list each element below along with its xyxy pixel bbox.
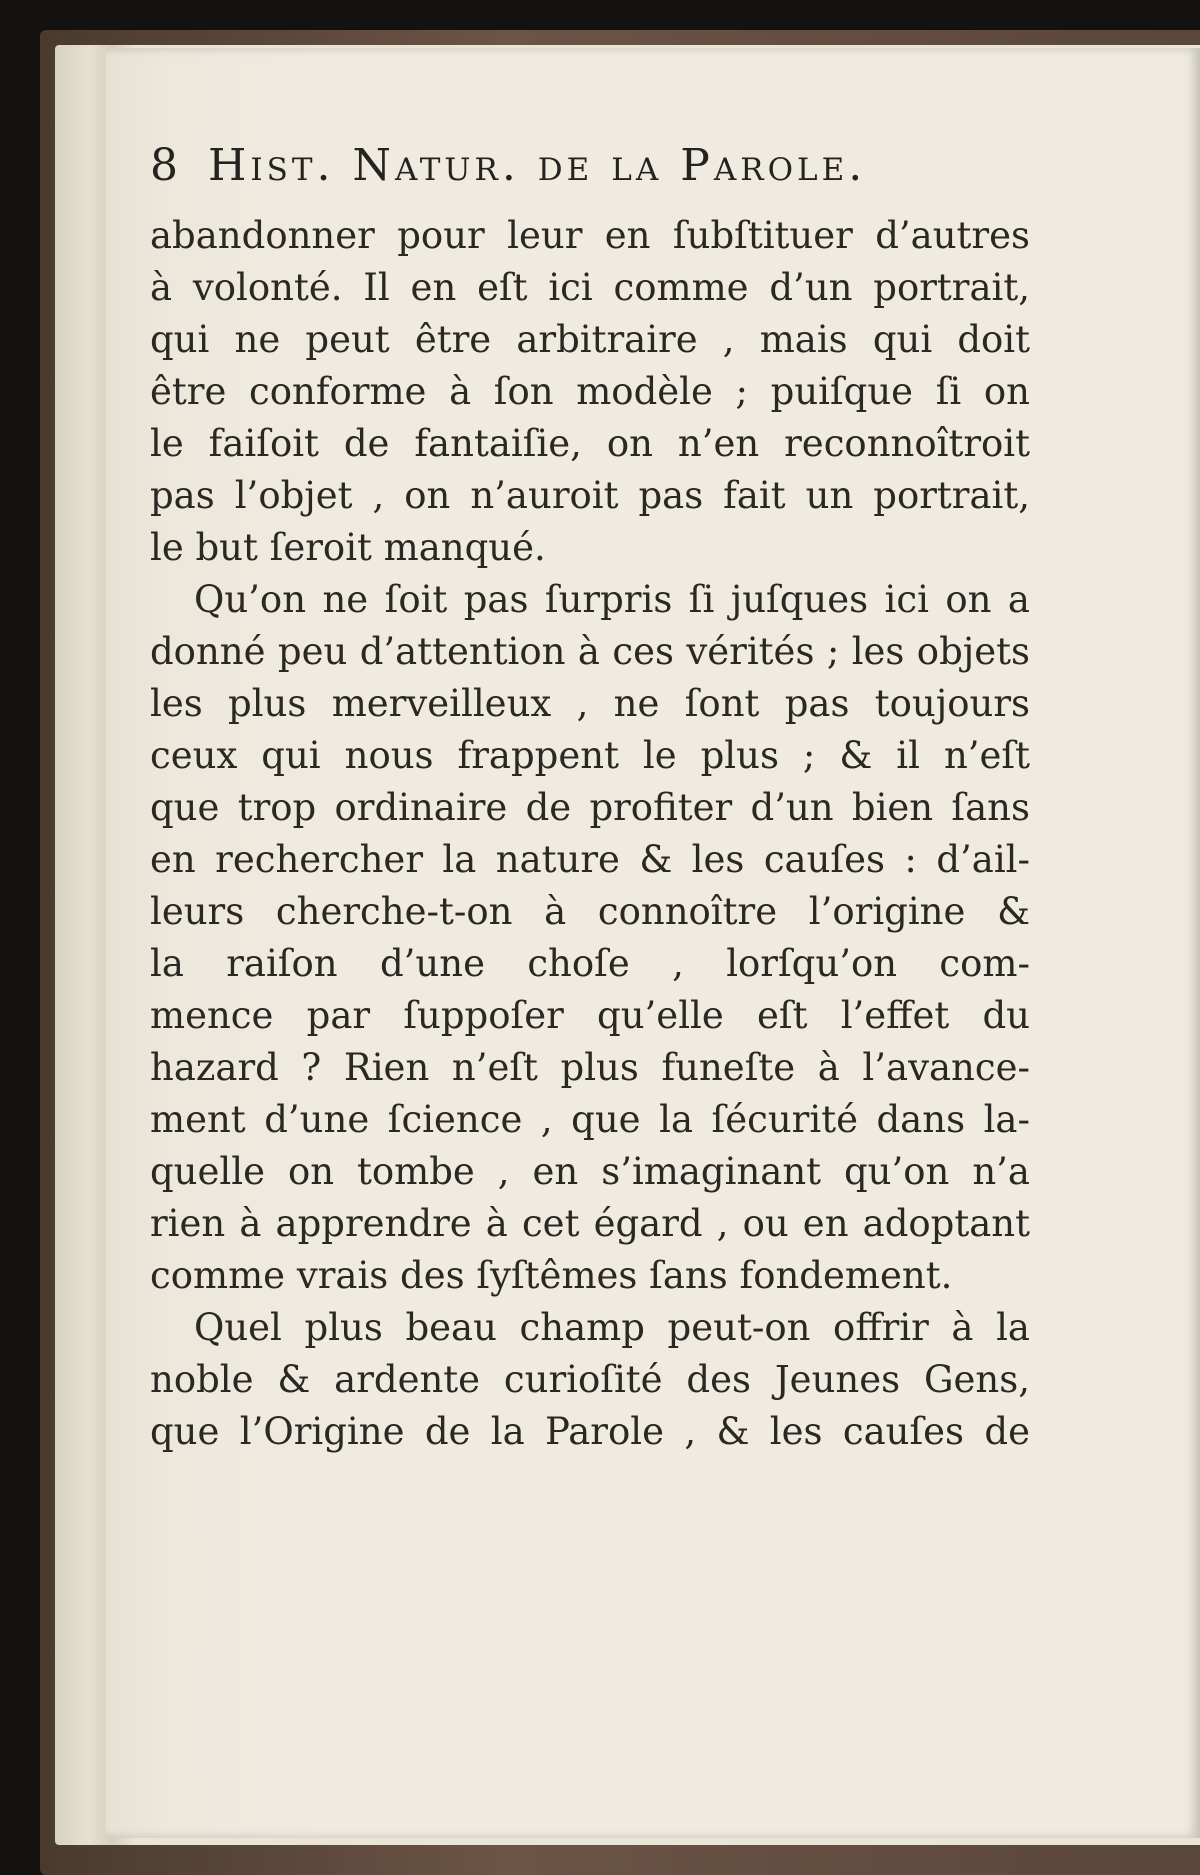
text-line: ceux qui nous frappent le plus ; & il n’eſt (150, 734, 1030, 777)
text-line: la raiſon d’une choſe , lorſqu’on com- (150, 942, 1030, 985)
text-line: hazard ? Rien n’eſt plus funeſte à l’avance- (150, 1046, 1030, 1089)
text-line: que l’Origine de la Parole , & les cauſes de (150, 1410, 1030, 1453)
page-text (150, 140, 1030, 1458)
text-line: rien à apprendre à cet égard , ou en adoptant (150, 1202, 1030, 1245)
paragraph-3 (150, 1302, 1030, 1458)
text-line: comme vrais des ſyſtêmes ſans fondement. (150, 1254, 953, 1297)
running-head-title: Hist. Natur. de la Parole. (208, 140, 867, 191)
paragraph-2 (150, 574, 1030, 1302)
text-line: à volonté. Il en eſt ici comme d’un portrait, (150, 266, 1030, 309)
page-number: 8 (150, 140, 182, 191)
text-line: que trop ordinaire de profiter d’un bien ſans (150, 786, 1030, 829)
text-line: être conforme à ſon modèle ; puiſque ſi on (150, 370, 1030, 413)
text-line: Quel plus beau champ peut-on offrir à la (194, 1306, 1030, 1349)
text-line: le faiſoit de fantaiſie, on n’en reconnoîtroit (150, 422, 1030, 465)
text-line: en rechercher la nature & les cauſes : d’ail- (150, 838, 1030, 881)
text-line: noble & ardente curioſité des Jeunes Gens, (150, 1358, 1030, 1401)
text-line: qui ne peut être arbitraire , mais qui doit (150, 318, 1030, 361)
text-line: ment d’une ſcience , que la ſécurité dans la- (150, 1098, 1030, 1141)
running-header (150, 140, 1030, 210)
text-line: quelle on tombe , en s’imaginant qu’on n’a (150, 1150, 1030, 1193)
paragraph-1 (150, 210, 1030, 574)
text-line: donné peu d’attention à ces vérités ; les objets (150, 630, 1030, 673)
text-line: mence par ſuppoſer qu’elle eſt l’effet du (150, 994, 1030, 1037)
text-line: les plus merveilleux , ne ſont pas toujours (150, 682, 1030, 725)
text-line: leurs cherche-t-on à connoître l’origine & (150, 890, 1030, 933)
text-line: abandonner pour leur en ſubſtituer d’autres (150, 214, 1030, 257)
text-line: Qu’on ne ſoit pas ſurpris ſi juſques ici on a (194, 578, 1030, 621)
text-line: pas l’objet , on n’auroit pas fait un portrait, (150, 474, 1030, 517)
text-line: le but ſeroit manqué. (150, 526, 546, 569)
